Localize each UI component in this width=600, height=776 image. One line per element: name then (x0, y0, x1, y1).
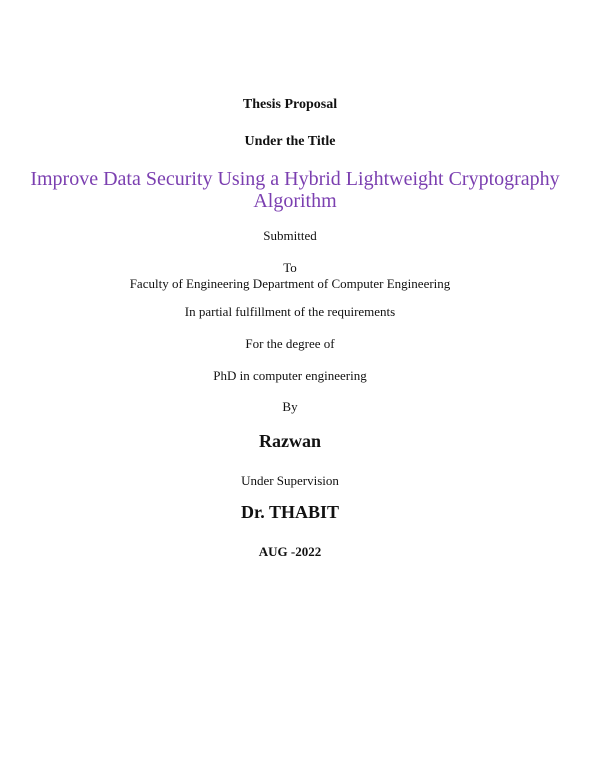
to-text: To (283, 260, 297, 275)
faculty-text: Faculty of Engineering Department of Computer Engineering (129, 276, 451, 291)
submitted-text: Submitted (263, 228, 317, 243)
document-date: AUG -2022 (258, 544, 322, 559)
author-name: Razwan (259, 431, 321, 451)
document-heading: Thesis Proposal (242, 97, 338, 112)
supervisor-name: Dr. THABIT (240, 502, 340, 522)
degree-text: PhD in computer engineering (213, 368, 367, 383)
degree-intro-text: For the degree of (245, 336, 335, 351)
document-subheading: Under the Title (244, 134, 336, 149)
supervision-label: Under Supervision (241, 473, 339, 488)
thesis-title: Improve Data Security Using a Hybrid Lightweight Cryptography Algorithm (30, 168, 560, 212)
fulfillment-text: In partial fulfillment of the requirements (184, 304, 396, 319)
by-text: By (282, 399, 298, 414)
